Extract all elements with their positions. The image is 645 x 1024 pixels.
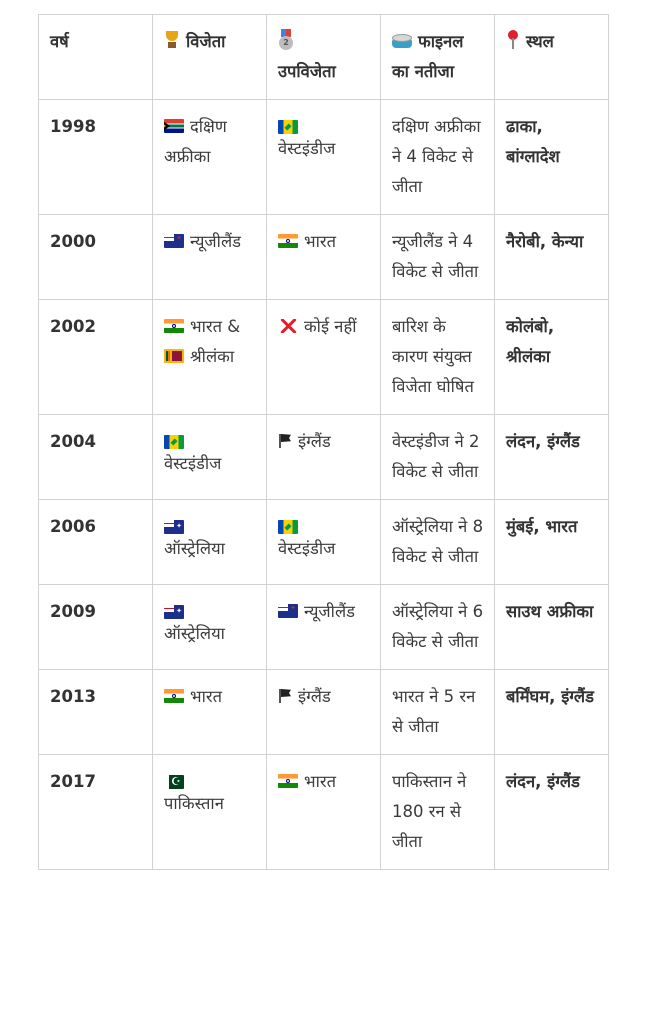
runner-up-name: इंग्लैंड — [298, 432, 331, 451]
table-row — [39, 415, 609, 500]
winner-name: भारत — [190, 687, 223, 706]
header-runner-up — [267, 15, 381, 100]
year-cell: 2000 — [39, 215, 153, 300]
table-row — [39, 500, 609, 585]
india-flag-icon — [164, 689, 184, 703]
sri-lanka-flag-icon — [164, 349, 184, 363]
winner-cell — [153, 670, 267, 755]
australia-flag-icon — [164, 520, 184, 534]
header-runner-up-label: उपविजेता — [278, 62, 336, 81]
header-final-result — [381, 15, 495, 100]
venue-cell: मुंबई, भारत — [495, 500, 609, 585]
runner-up-name: वेस्टइंडीज — [278, 539, 336, 558]
winner-name: न्यूजीलैंड — [190, 232, 241, 251]
runner-up-cell — [267, 670, 381, 755]
winner-name: वेस्टइंडीज — [164, 454, 222, 473]
runner-up-cell — [267, 100, 381, 215]
winner-name: ऑस्ट्रेलिया — [164, 539, 225, 558]
venue-cell: कोलंबो, श्रीलंका — [495, 300, 609, 415]
header-venue — [495, 15, 609, 100]
result-cell: बारिश के कारण संयुक्त विजेता घोषित — [381, 300, 495, 415]
year-cell: 2009 — [39, 585, 153, 670]
header-winner — [153, 15, 267, 100]
runner-up-cell — [267, 415, 381, 500]
runner-up-name: इंग्लैंड — [298, 687, 331, 706]
cross-mark-icon — [278, 319, 298, 333]
venue-cell: बर्मिंघम, इंग्लैंड — [495, 670, 609, 755]
trophy-icon — [164, 31, 180, 49]
new-zealand-flag-icon — [278, 604, 298, 618]
runner-up-name: भारत — [304, 232, 337, 251]
west-indies-flag-icon — [278, 120, 298, 134]
result-cell: न्यूजीलैंड ने 4 विकेट से जीता — [381, 215, 495, 300]
result-cell: ऑस्ट्रेलिया ने 8 विकेट से जीता — [381, 500, 495, 585]
second-place-medal-icon — [278, 29, 294, 51]
table-header-row — [39, 15, 609, 100]
table-row — [39, 585, 609, 670]
venue-cell: नैरोबी, केन्या — [495, 215, 609, 300]
year-cell: 2004 — [39, 415, 153, 500]
new-zealand-flag-icon — [164, 234, 184, 248]
india-flag-icon — [164, 319, 184, 333]
india-flag-icon — [278, 234, 298, 248]
winner-name: श्रीलंका — [190, 347, 235, 366]
runner-up-cell — [267, 585, 381, 670]
pin-icon — [506, 30, 520, 50]
runner-up-name: न्यूजीलैंड — [304, 602, 355, 621]
runner-up-cell — [267, 500, 381, 585]
year-cell: 2017 — [39, 755, 153, 870]
winner-cell — [153, 585, 267, 670]
result-cell: ऑस्ट्रेलिया ने 6 विकेट से जीता — [381, 585, 495, 670]
venue-cell: ढाका, बांग्लादेश — [495, 100, 609, 215]
winner-name: दक्षिण अफ्रीका — [164, 117, 227, 166]
year-cell: 2002 — [39, 300, 153, 415]
table-row — [39, 300, 609, 415]
winner-cell — [153, 300, 267, 415]
result-cell: वेस्टइंडीज ने 2 विकेट से जीता — [381, 415, 495, 500]
table-row — [39, 215, 609, 300]
venue-cell: साउथ अफ्रीका — [495, 585, 609, 670]
winner-cell — [153, 755, 267, 870]
venue-cell: लंदन, इंग्लैंड — [495, 415, 609, 500]
table-row — [39, 100, 609, 215]
header-final-result-label: फाइनल का नतीजा — [392, 32, 464, 81]
winner-cell — [153, 500, 267, 585]
year-cell: 2006 — [39, 500, 153, 585]
winner-name: पाकिस्तान — [164, 794, 224, 813]
runner-up-cell — [267, 215, 381, 300]
winner-name: भारत & — [190, 317, 241, 336]
runner-up-name: वेस्टइंडीज — [278, 139, 336, 158]
runner-up-name: कोई नहीं — [304, 317, 357, 336]
result-cell: पाकिस्तान ने 180 रन से जीता — [381, 755, 495, 870]
west-indies-flag-icon — [278, 520, 298, 534]
year-cell: 2013 — [39, 670, 153, 755]
result-cell: भारत ने 5 रन से जीता — [381, 670, 495, 755]
runner-up-cell — [267, 755, 381, 870]
england-flag-icon — [278, 434, 292, 448]
runner-up-cell — [267, 300, 381, 415]
header-year-label: वर्ष — [50, 32, 69, 51]
australia-flag-icon — [164, 605, 184, 619]
pakistan-flag-icon — [164, 775, 184, 789]
winner-name: ऑस्ट्रेलिया — [164, 624, 225, 643]
header-winner-label: विजेता — [186, 32, 226, 51]
winner-cell — [153, 100, 267, 215]
champions-table — [38, 14, 609, 870]
header-venue-label: स्थल — [526, 32, 554, 51]
india-flag-icon — [278, 774, 298, 788]
year-cell: 1998 — [39, 100, 153, 215]
venue-cell: लंदन, इंग्लैंड — [495, 755, 609, 870]
table-row — [39, 670, 609, 755]
drum-icon — [392, 34, 412, 48]
west-indies-flag-icon — [164, 435, 184, 449]
england-flag-icon — [278, 689, 292, 703]
winner-cell — [153, 215, 267, 300]
result-cell: दक्षिण अफ्रीका ने 4 विकेट से जीता — [381, 100, 495, 215]
runner-up-name: भारत — [304, 772, 337, 791]
header-year — [39, 15, 153, 100]
winner-cell — [153, 415, 267, 500]
south-africa-flag-icon — [164, 119, 184, 133]
table-row — [39, 755, 609, 870]
